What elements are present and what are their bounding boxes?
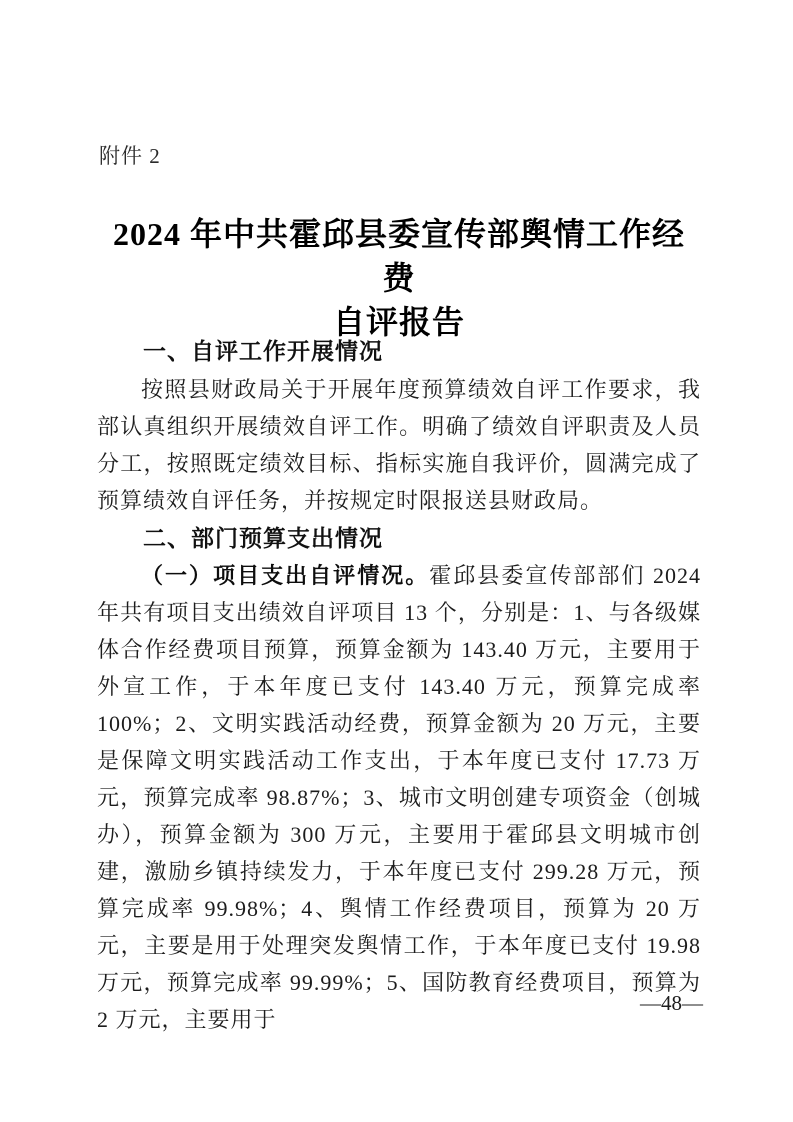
attachment-label: 附件 2	[99, 144, 161, 168]
document-title-line1: 2024 年中共霍邱县委宣传部舆情工作经费	[112, 216, 685, 296]
subsection-lead-label: （一）项目支出自评情况。	[141, 563, 430, 588]
section-heading-2: 二、部门预算支出情况	[143, 525, 383, 551]
document-title-line2: 自评报告	[332, 304, 465, 340]
document-title	[97, 212, 701, 344]
section-2-paragraph	[97, 557, 701, 1038]
section-1-paragraph: 按照县财政局关于开展年度预算绩效自评工作要求，我部认真组织开展绩效自评工作。明确了绩效自评职责及人员分工，按照既定绩效目标、指标实施自我评价，圆满完成了预算绩效自评任务，并按规定时限报送县财政局。	[97, 377, 701, 513]
section-heading-1: 一、自评工作开展情况	[143, 338, 383, 364]
page-number: —48—	[640, 991, 703, 1015]
subsection-body-text: 霍邱县委宣传部部们 2024 年共有项目支出绩效自评项目 13 个，分别是：1、与各级媒体合作经费项目预算，预算金额为 143.40 万元，主要用于外宣工作，于本年度已支付 143.40 万元，预算完成率 100%；2、文明实践活动经费，预算金额为 20 万元，主要是保障文明实践活动工作支出，于本年度已支付 17.73 万元，预算完成率 98.87%；3、城市文明创建专项资金（创城办），预算金额为 300 万元，主要用于霍邱县文明城市创建，激励乡镇持续发力，于本年度已支付 299.28 万元，预算完成率 99.98%；4、舆情工作经费项目，预算为 20 万元，主要是用于处理突发舆情工作，于本年度已支付 19.98 万元，预算完成率 99.99%；5、国防教育经费项目，预算为 2 万元，主要用于	[97, 563, 701, 1032]
